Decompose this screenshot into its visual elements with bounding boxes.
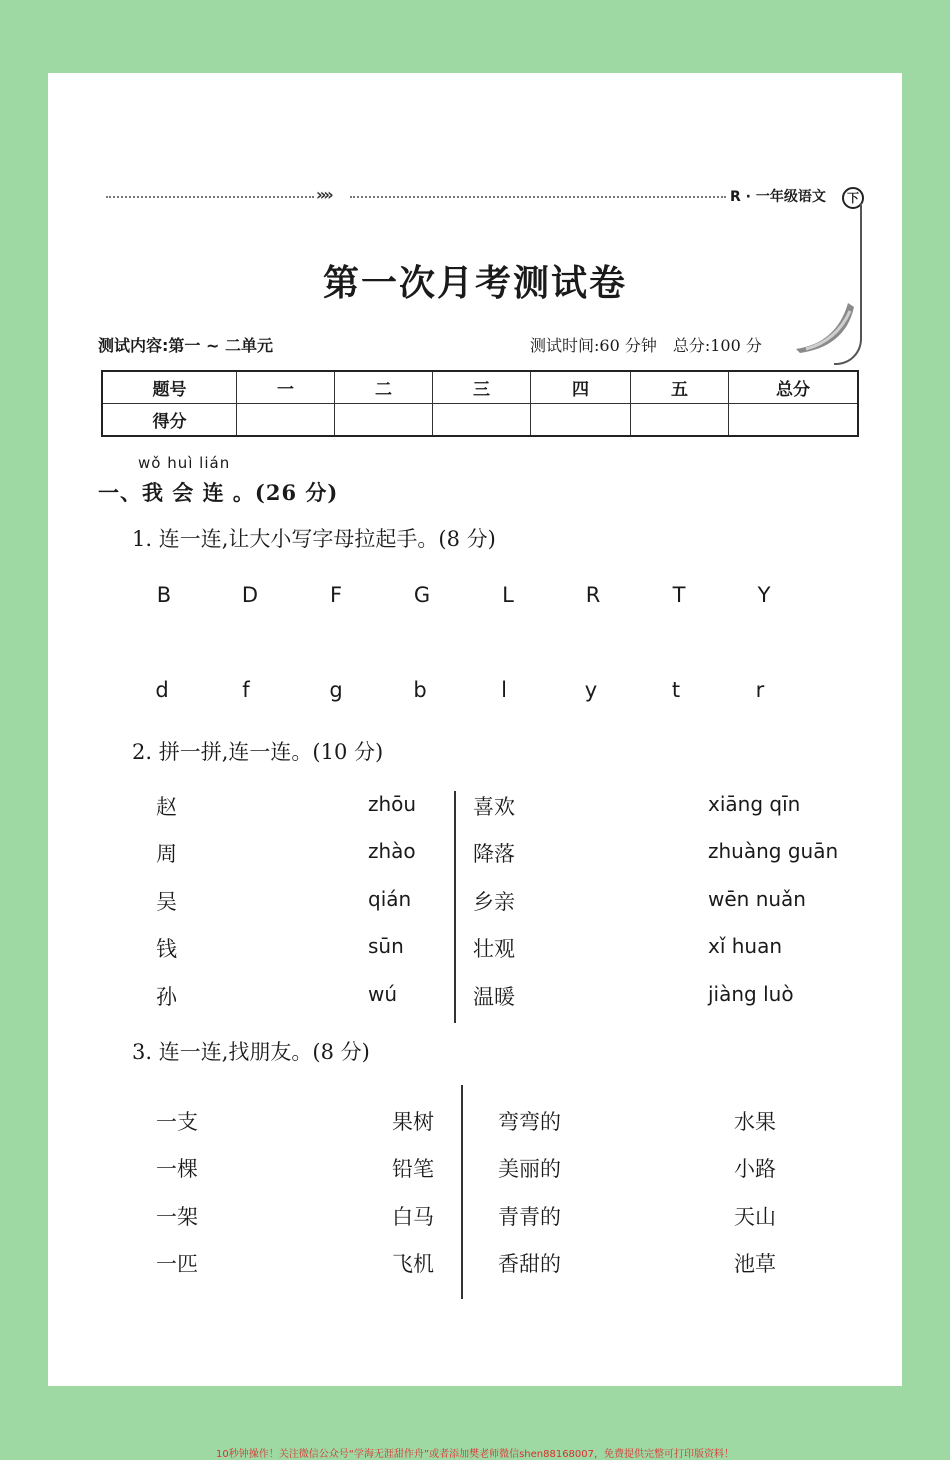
score-input-cell[interactable]	[237, 404, 335, 437]
word-pinyin[interactable]: xiāng qīn	[708, 792, 801, 816]
score-header-cell: 二	[335, 371, 433, 404]
score-header-cell: 三	[433, 371, 531, 404]
score-header-cell: 四	[531, 371, 631, 404]
noun-word[interactable]: 铅笔	[392, 1157, 434, 1181]
adjective-word[interactable]: 弯弯的	[498, 1110, 561, 1134]
footer-promo-text: 10秒钟操作！关注微信公众号“学海无涯甜作舟”或者添加樊老师微信shen88168007，免费提供完整可打印版资料！	[215, 1449, 735, 1460]
uppercase-letter[interactable]: D	[241, 583, 259, 607]
surname-pinyin[interactable]: qián	[368, 887, 412, 911]
score-header-cell: 一	[237, 371, 335, 404]
lowercase-letter[interactable]: t	[671, 678, 681, 702]
lowercase-letter[interactable]: y	[584, 678, 598, 702]
lowercase-letter[interactable]: g	[329, 678, 343, 702]
column-divider	[461, 1085, 463, 1299]
score-row-label: 得分	[102, 404, 237, 437]
noun-word[interactable]: 果树	[392, 1110, 434, 1134]
score-table	[101, 370, 859, 437]
section-pinyin: wǒ huì lián	[138, 454, 231, 472]
word-pinyin[interactable]: zhuàng guān	[708, 839, 839, 863]
word-pinyin[interactable]: xǐ huan	[708, 934, 783, 958]
score-table-header-row	[102, 371, 858, 404]
word-chars[interactable]: 降落	[473, 842, 515, 866]
chevron-icon: »»	[316, 185, 331, 204]
lowercase-letter[interactable]: l	[501, 678, 507, 702]
object-word[interactable]: 池草	[734, 1252, 776, 1276]
lowercase-letter[interactable]: f	[242, 678, 250, 702]
score-header-cell: 总分	[729, 371, 859, 404]
exam-paper	[48, 73, 902, 1386]
measure-word[interactable]: 一支	[156, 1110, 198, 1134]
column-divider	[454, 791, 456, 1023]
volume-badge: 下	[842, 187, 864, 209]
surname-pinyin[interactable]: zhōu	[368, 792, 417, 816]
score-input-cell[interactable]	[433, 404, 531, 437]
surname-pinyin[interactable]: sūn	[368, 934, 404, 958]
surname-char[interactable]: 吴	[156, 890, 177, 914]
word-pinyin[interactable]: wēn nuǎn	[708, 887, 806, 911]
surname-char[interactable]: 钱	[156, 937, 177, 961]
noun-word[interactable]: 白马	[392, 1205, 434, 1229]
uppercase-letter[interactable]: Y	[757, 583, 771, 607]
score-input-cell[interactable]	[729, 404, 859, 437]
surname-pinyin[interactable]: zhào	[368, 839, 416, 863]
uppercase-letter[interactable]: R	[585, 583, 601, 607]
header-dotted-line-right	[350, 196, 726, 198]
swoosh-decoration-icon	[792, 299, 858, 353]
object-word[interactable]: 小路	[734, 1157, 776, 1181]
word-chars[interactable]: 乡亲	[473, 890, 515, 914]
section-title: 一、我 会 连 。(26 分)	[98, 480, 339, 505]
word-pinyin[interactable]: jiàng luò	[708, 982, 794, 1006]
uppercase-letter[interactable]: G	[413, 583, 431, 607]
measure-word[interactable]: 一棵	[156, 1157, 198, 1181]
score-header-cell: 题号	[102, 371, 237, 404]
measure-word[interactable]: 一匹	[156, 1252, 198, 1276]
surname-pinyin[interactable]: wú	[368, 982, 398, 1006]
page-title: 第一次月考测试卷	[322, 262, 627, 304]
lowercase-letter[interactable]: b	[413, 678, 427, 702]
header-series-label: R · 一年级语文	[730, 189, 826, 205]
uppercase-letter[interactable]: B	[156, 583, 172, 607]
adjective-word[interactable]: 美丽的	[498, 1157, 561, 1181]
uppercase-letter[interactable]: F	[329, 583, 343, 607]
score-input-cell[interactable]	[531, 404, 631, 437]
score-input-cell[interactable]	[631, 404, 729, 437]
lowercase-letter[interactable]: r	[755, 678, 765, 702]
score-table-score-row	[102, 404, 858, 437]
object-word[interactable]: 水果	[734, 1110, 776, 1134]
test-content: 测试内容:第一 ~ 二单元	[98, 336, 273, 355]
uppercase-letter[interactable]: T	[672, 583, 686, 607]
word-chars[interactable]: 温暖	[473, 985, 515, 1009]
noun-word[interactable]: 飞机	[392, 1252, 434, 1276]
uppercase-letter[interactable]: L	[502, 583, 514, 607]
word-chars[interactable]: 壮观	[473, 937, 515, 961]
question-2-title: 2. 拼一拼,连一连。(10 分)	[132, 740, 384, 764]
header-dotted-line-left	[106, 196, 314, 198]
adjective-word[interactable]: 香甜的	[498, 1252, 561, 1276]
lowercase-letter[interactable]: d	[155, 678, 169, 702]
score-input-cell[interactable]	[335, 404, 433, 437]
word-chars[interactable]: 喜欢	[473, 795, 515, 819]
adjective-word[interactable]: 青青的	[498, 1205, 561, 1229]
question-3-title: 3. 连一连,找朋友。(8 分)	[132, 1040, 370, 1064]
test-time-score: 测试时间:60 分钟 总分:100 分	[530, 336, 762, 355]
surname-char[interactable]: 赵	[156, 795, 177, 819]
measure-word[interactable]: 一架	[156, 1205, 198, 1229]
surname-char[interactable]: 周	[156, 842, 177, 866]
object-word[interactable]: 天山	[734, 1205, 776, 1229]
score-header-cell: 五	[631, 371, 729, 404]
question-1-title: 1. 连一连,让大小写字母拉起手。(8 分)	[132, 527, 496, 551]
surname-char[interactable]: 孙	[156, 985, 177, 1009]
